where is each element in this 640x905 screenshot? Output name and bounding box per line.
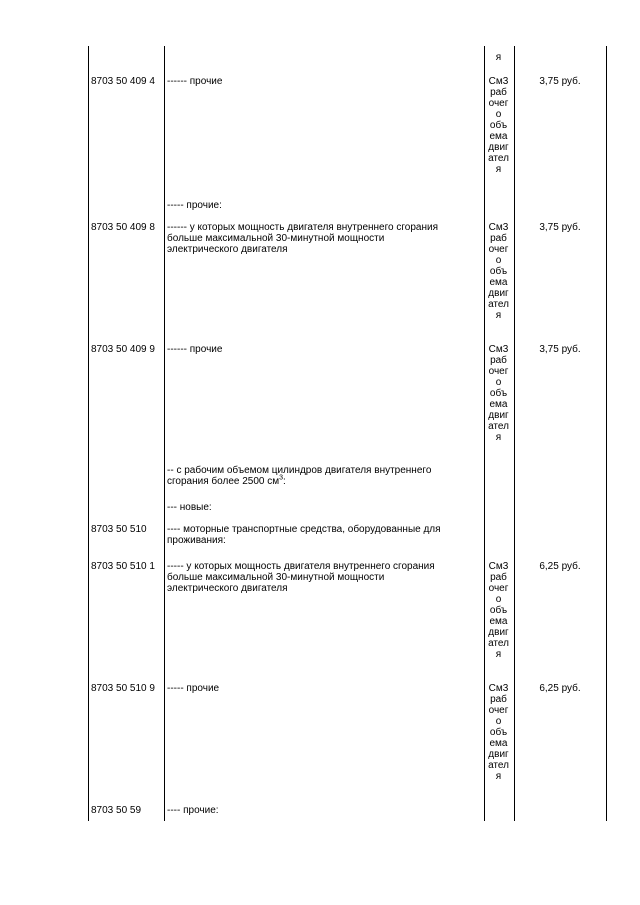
tariff-code: 8703 50 59 xyxy=(91,805,142,816)
measure-unit: См3 раб очег о объ ема двиг ател я xyxy=(488,344,509,443)
tariff-code: 8703 50 409 4 xyxy=(91,76,155,87)
goods-description: ----- у которых мощность двигателя внутреннего сгорания больше максимальной 30-минутной мощности электрического двигателя xyxy=(167,561,435,594)
duty-rate: 6,25 руб. xyxy=(539,561,581,572)
measure-unit: См3 раб очег о объ ема двиг ател я xyxy=(488,683,509,782)
table-border-right xyxy=(606,46,607,821)
tariff-code: 8703 50 409 8 xyxy=(91,222,155,233)
measure-unit: См3 раб очег о объ ема двиг ател я xyxy=(488,76,509,175)
table-border-left xyxy=(88,46,89,821)
goods-description: ------ прочие xyxy=(167,344,223,355)
measure-unit: См3 раб очег о объ ема двиг ател я xyxy=(488,222,509,321)
goods-description: ----- прочие xyxy=(167,683,220,694)
measure-unit: См3 раб очег о объ ема двиг ател я xyxy=(488,561,509,660)
goods-description: ---- моторные транспортные средства, оборудованные для проживания: xyxy=(167,524,441,546)
goods-description: --- новые: xyxy=(167,502,212,513)
tariff-code: 8703 50 409 9 xyxy=(91,344,155,355)
goods-description: ----- прочие: xyxy=(167,200,222,211)
tariff-code: 8703 50 510 xyxy=(91,524,147,535)
tariff-code: 8703 50 510 9 xyxy=(91,683,155,694)
goods-description: ---- прочие: xyxy=(167,805,219,816)
tariff-code: 8703 50 510 1 xyxy=(91,561,155,572)
goods-description: -- с рабочим объемом цилиндров двигателя внутреннего сгорания более 2500 $см^3$: xyxy=(167,465,432,487)
duty-rate: 3,75 руб. xyxy=(539,76,581,87)
column-divider-rate xyxy=(514,46,515,821)
goods-description: ------ у которых мощность двигателя внутреннего сгорания больше максимальной 30-минутной мощности электрического двигателя xyxy=(167,222,439,255)
unit-carryover: я xyxy=(495,52,502,63)
column-divider-code xyxy=(164,46,165,821)
superscript-3: 3 xyxy=(279,474,284,482)
goods-description: ------ прочие xyxy=(167,76,223,87)
duty-rate: 6,25 руб. xyxy=(539,683,581,694)
duty-rate: 3,75 руб. xyxy=(539,222,581,233)
duty-rate: 3,75 руб. xyxy=(539,344,581,355)
